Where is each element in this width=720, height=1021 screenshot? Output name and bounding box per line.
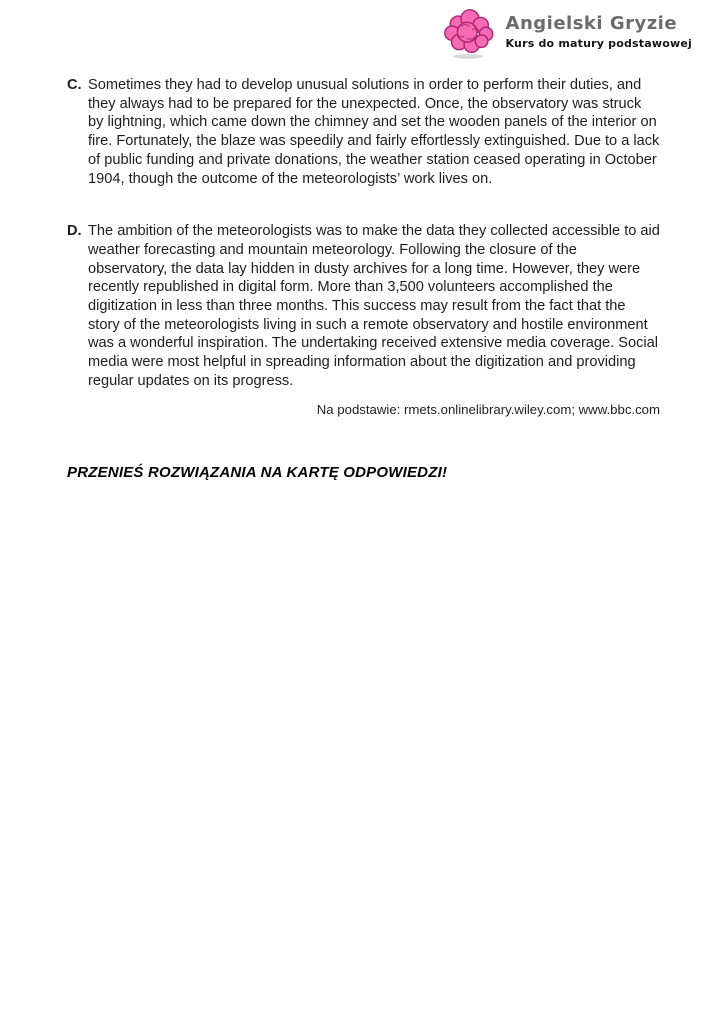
reading-text [67,76,660,481]
source-note: Na podstawie: rmets.onlinelibrary.wiley.com; www.bbc.com [316,401,660,417]
transfer-answers-instruction: PRZENIEŚ ROZWIĄZANIA NA KARTĘ ODPOWIEDZI! [67,463,448,481]
brand-logo [442,8,692,60]
paragraph-c [67,76,660,188]
brand-name: Angielski Gryzie [505,13,678,34]
paragraph-c-text: Sometimes they had to develop unusual solutions in order to perform their duties, and they always had to be prepared for the unexpected. Once, the observatory was struck by lightning, which came down the chimney and set the wooden panels of the interior on fire. Fortunately, the blaze was speedily and fairly effortlessly extinguished. Due to a lack of public funding and private donations, the weather station ceased operating in October 1904, though the outcome of the meteorologists’ work lives on. [88,77,660,187]
paragraph-d [67,222,660,390]
brain-icon [442,8,496,60]
paragraph-c-label: C. [67,77,82,93]
paragraph-d-text: The ambition of the meteorologists was to make the data they collected accessible to aid weather forecasting and mountain meteorology. Following the closure of the observatory, the data lay hidden in dusty archives for a long time. However, they were recently republished in digital form. More than 3,500 volunteers accomplished the digitization in less than three months. This success may result from the fact that the story of the meteorologists living in such a remote observatory and hostile environment was a wonderful inspiration. The undertaking received extensive media coverage. Social media were most helpful in spreading information about the digitization and providing regular updates on its progress. [88,223,660,389]
paragraph-d-label: D. [67,223,82,240]
logo-text [506,8,692,50]
brand-tagline: Kurs do matury podstawowej [505,37,692,50]
